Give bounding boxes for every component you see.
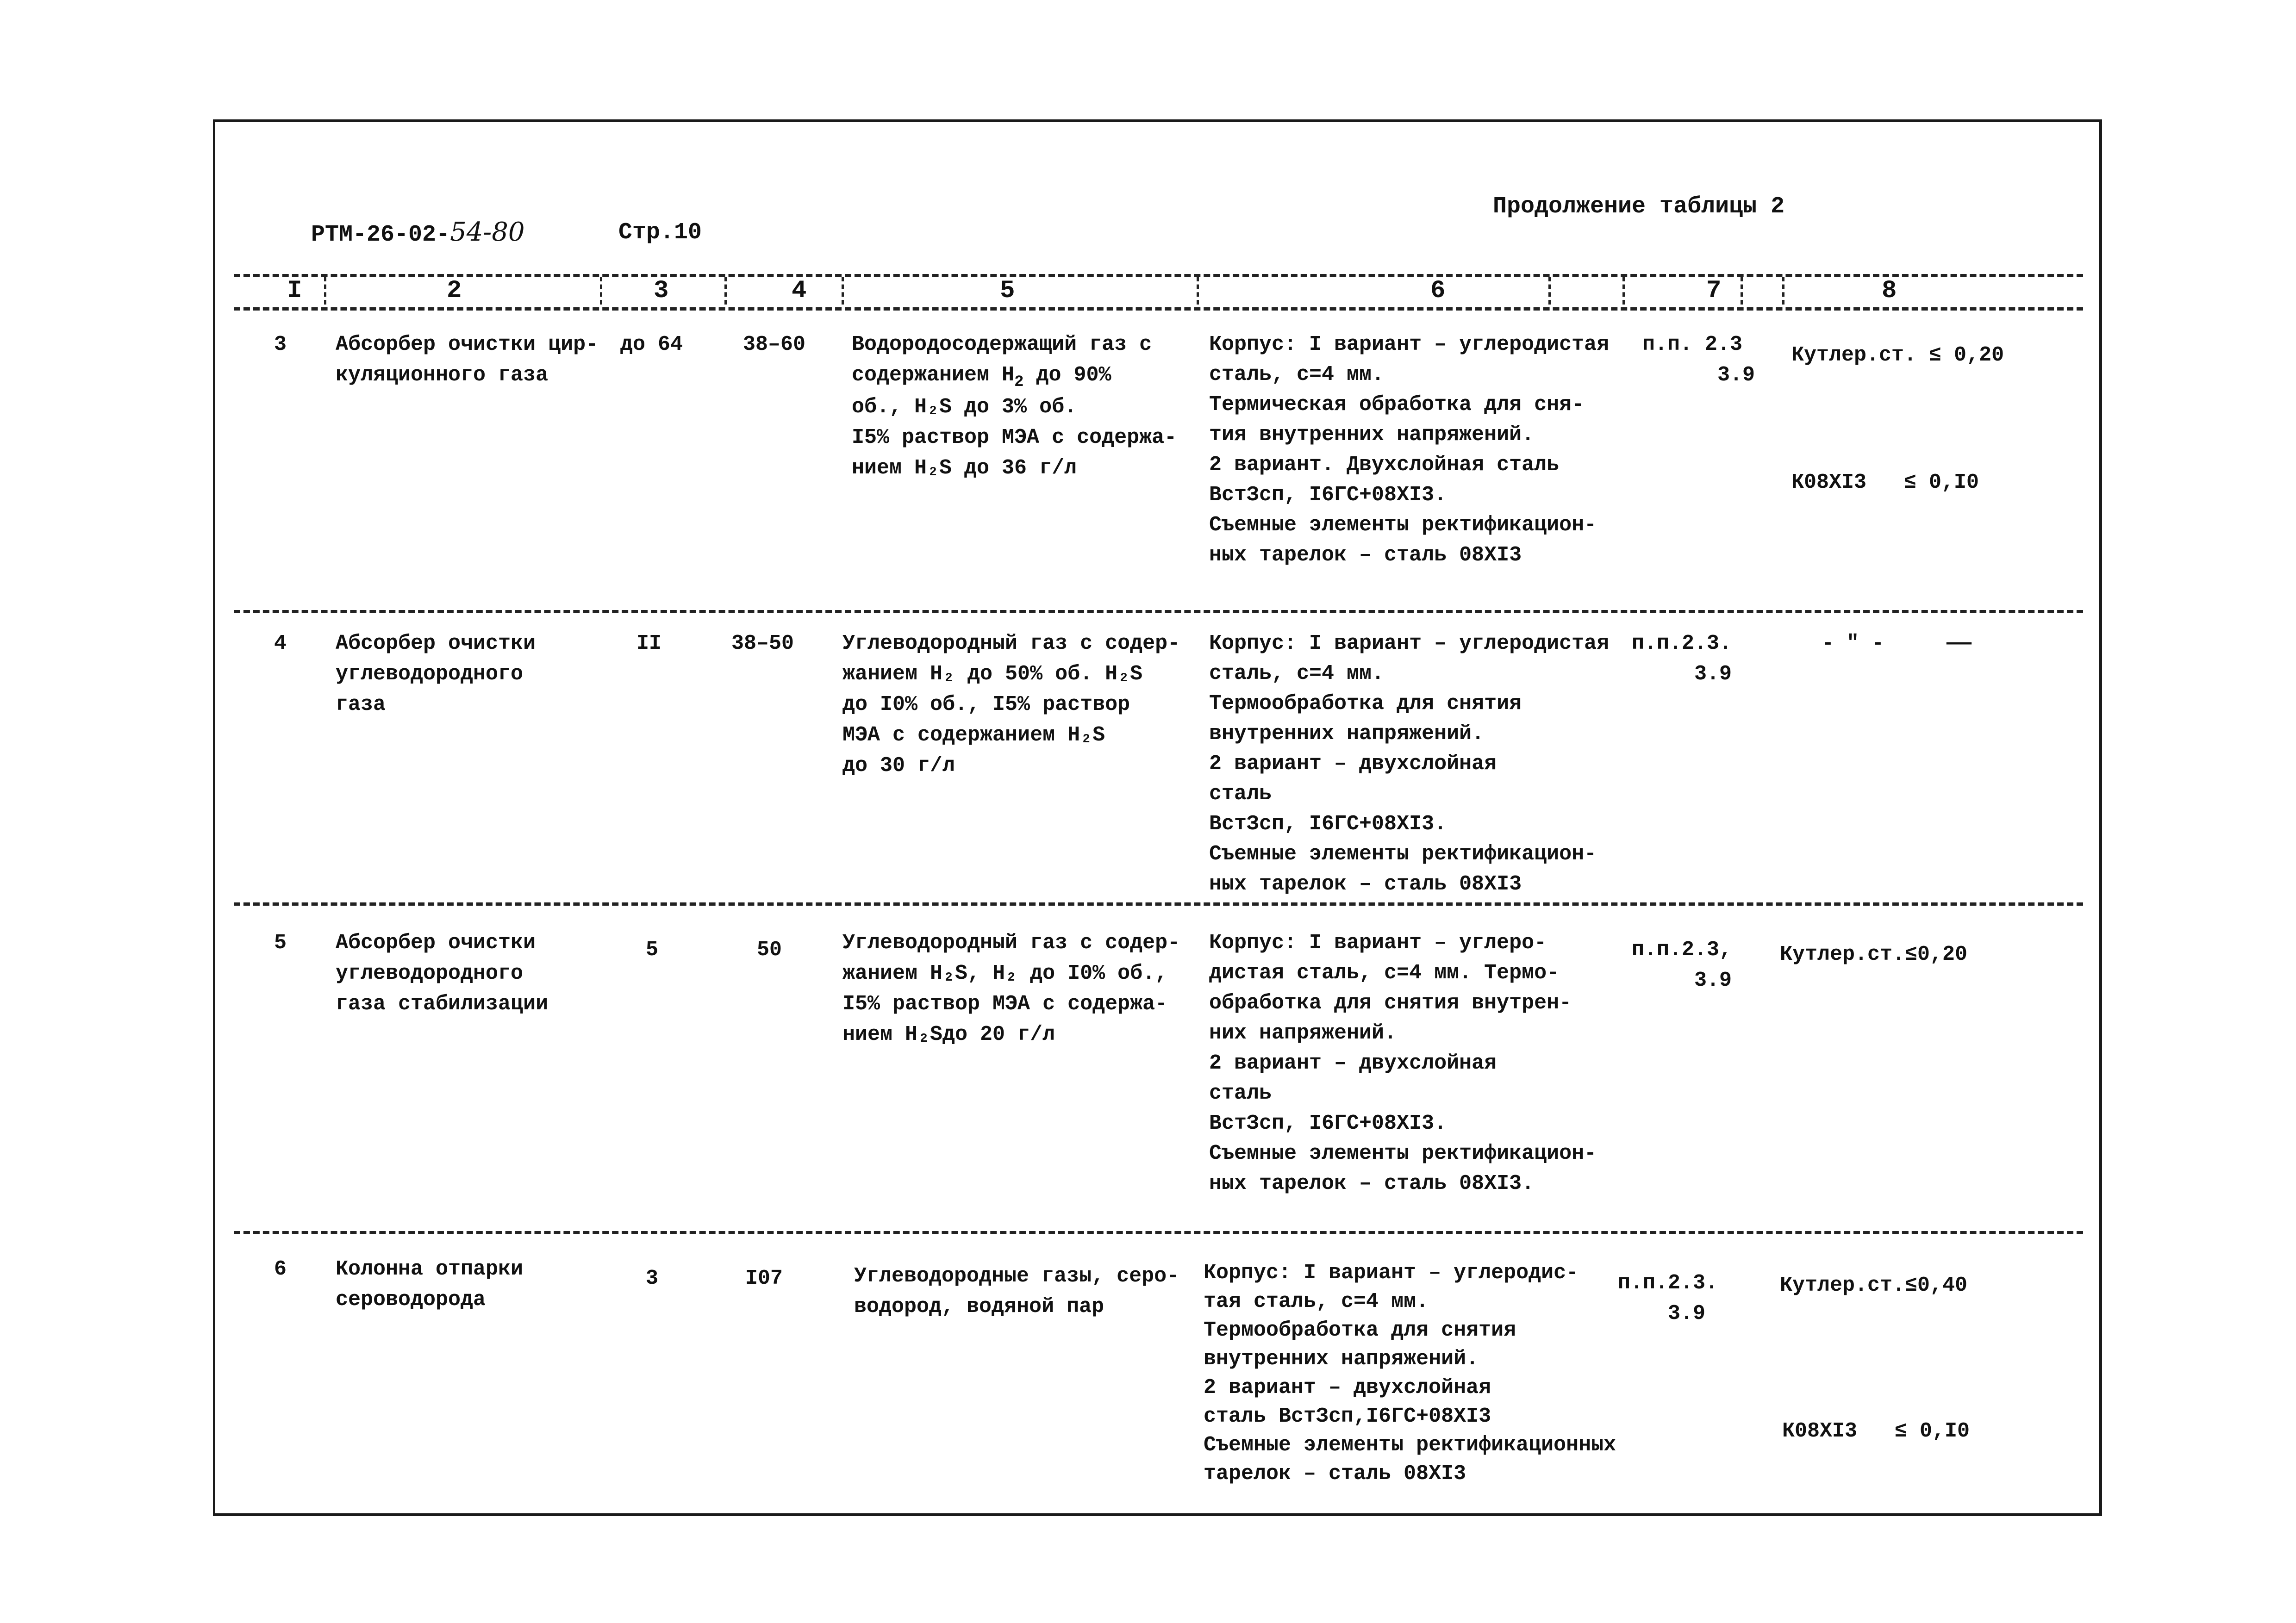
apparatus-name: Абсорбер очистки углеводородного газа стабилизации xyxy=(336,931,549,1016)
apparatus-name: Колонна отпарки сероводорода xyxy=(336,1257,524,1312)
material-spec: Корпус: I вариант – углеродистая сталь, с=4 мм. Термическая обработка для сня- тия внутренних напряжений. 2 вариант. Двухслойная сталь ВстЗсп, I6ГС+08ХI3. Съемные элементы ректификацион- ных тарелок – сталь 08ХI3 xyxy=(1209,333,1610,567)
apparatus-name: Абсорбер очистки цир- куляционного газа xyxy=(336,333,599,387)
working-medium: Углеводородные газы, серо- водород, водяной пар xyxy=(854,1264,1179,1318)
col-divider xyxy=(724,277,727,305)
corrosion-coefficient: Кутлер.ст.≤0,20 xyxy=(1780,943,1968,966)
col-header-5: 5 xyxy=(1000,277,1015,305)
col3-value: II xyxy=(636,632,662,655)
row-separator xyxy=(234,1231,2083,1234)
apparatus-name: Абсорбер очистки углеводородного газа xyxy=(336,632,536,716)
corrosion-coefficient: Кутлер.ст. ≤ 0,20 xyxy=(1791,343,2004,367)
material-spec: Корпус: I вариант – углеро- дистая сталь, с=4 мм. Термо- обработка для снятия внутрен- них напряжений. 2 вариант – двухслойная сталь ВстЗсп, I6ГС+08ХI3. Съемные элементы ректификацион- ных тарелок – сталь 08ХI3. xyxy=(1209,931,1597,1195)
corrosion-coefficient: Кутлер.ст.≤0,40 xyxy=(1780,1274,1968,1297)
row-separator xyxy=(234,610,2083,613)
reference: п.п. 2.3 3.9 xyxy=(1642,333,1755,387)
page-number: Стр.10 xyxy=(618,219,702,246)
col4-value: 38–50 xyxy=(731,632,794,655)
row-number: 3 xyxy=(274,333,287,356)
col-divider xyxy=(842,277,844,305)
doc-code: РТМ-26-02-54-80 xyxy=(311,217,525,248)
working-medium: Углеводородный газ с содер- жанием Н₂S, Н₂ до I0% об., I5% раствор МЭА с содержа- нием Н₂Sдо 20 г/л xyxy=(842,931,1180,1046)
working-medium: Углеводородный газ с содер- жанием Н₂ до 50% об. Н₂S до I0% об., I5% раствор МЭА с содержанием Н₂S до 30 г/л xyxy=(842,632,1180,777)
corrosion-coefficient: - " - —— xyxy=(1822,632,1972,655)
reference: п.п.2.3. 3.9 xyxy=(1618,1271,1718,1325)
col-divider xyxy=(600,277,602,305)
table-continuation-title: Продолжение таблицы 2 xyxy=(1493,193,1785,220)
col-divider xyxy=(1548,277,1551,305)
col3-value: до 64 xyxy=(620,333,683,356)
row-number: 5 xyxy=(274,931,287,955)
col4-value: I07 xyxy=(745,1267,783,1290)
col4-value: 50 xyxy=(757,938,782,962)
col-header-1: I xyxy=(287,277,302,305)
col-header-6: 6 xyxy=(1430,277,1446,305)
reference: п.п.2.3. 3.9 xyxy=(1632,632,1732,686)
col3-value: 5 xyxy=(646,938,659,962)
col-header-7: 7 xyxy=(1706,277,1722,305)
col-header-4: 4 xyxy=(792,277,807,305)
col4-value: 38–60 xyxy=(743,333,806,356)
material-spec: Корпус: I вариант – углеродистая сталь, с=4 мм. Термообработка для снятия внутренних напряжений. 2 вариант – двухслойная сталь ВстЗсп, I6ГС+08ХI3. Съемные элементы ректификацион- ных тарелок – сталь 08ХI3 xyxy=(1209,632,1610,896)
working-medium: Водородосодержащий газ с содержанием $Н_2$ до 90% об., Н₂S до 3% об. I5% раствор МЭА с содержа- нием Н₂S до 36 г/л xyxy=(852,333,1177,480)
col-divider xyxy=(324,277,326,305)
row-separator xyxy=(234,902,2083,906)
col3-value: 3 xyxy=(646,1267,659,1290)
doc-code-handwritten: 54-80 xyxy=(450,217,525,247)
col-divider xyxy=(1741,277,1743,305)
col-header-2: 2 xyxy=(447,277,462,305)
col-header-8: 8 xyxy=(1882,277,1897,305)
corrosion-coefficient-alloy: К08ХI3 ≤ 0,I0 xyxy=(1791,471,1979,494)
col-divider xyxy=(1782,277,1784,305)
col-divider xyxy=(1622,277,1625,305)
header-bottom-rule xyxy=(234,307,2083,311)
corrosion-coefficient-alloy: К08ХI3 ≤ 0,I0 xyxy=(1782,1419,1970,1443)
reference: п.п.2.3, 3.9 xyxy=(1632,938,1732,992)
col-divider xyxy=(1197,277,1199,305)
col-header-3: 3 xyxy=(654,277,669,305)
header-top-rule xyxy=(234,274,2083,277)
material-spec: Корпус: I вариант – углеродис- тая сталь, с=4 мм. Термообработка для снятия внутренних напряжений. 2 вариант – двухслойная сталь ВстЗсп,I6ГС+08ХI3 Съемные элементы ректификационных тарелок – сталь 08ХI3 xyxy=(1204,1261,1616,1486)
row-number: 6 xyxy=(274,1257,287,1281)
row-number: 4 xyxy=(274,632,287,655)
